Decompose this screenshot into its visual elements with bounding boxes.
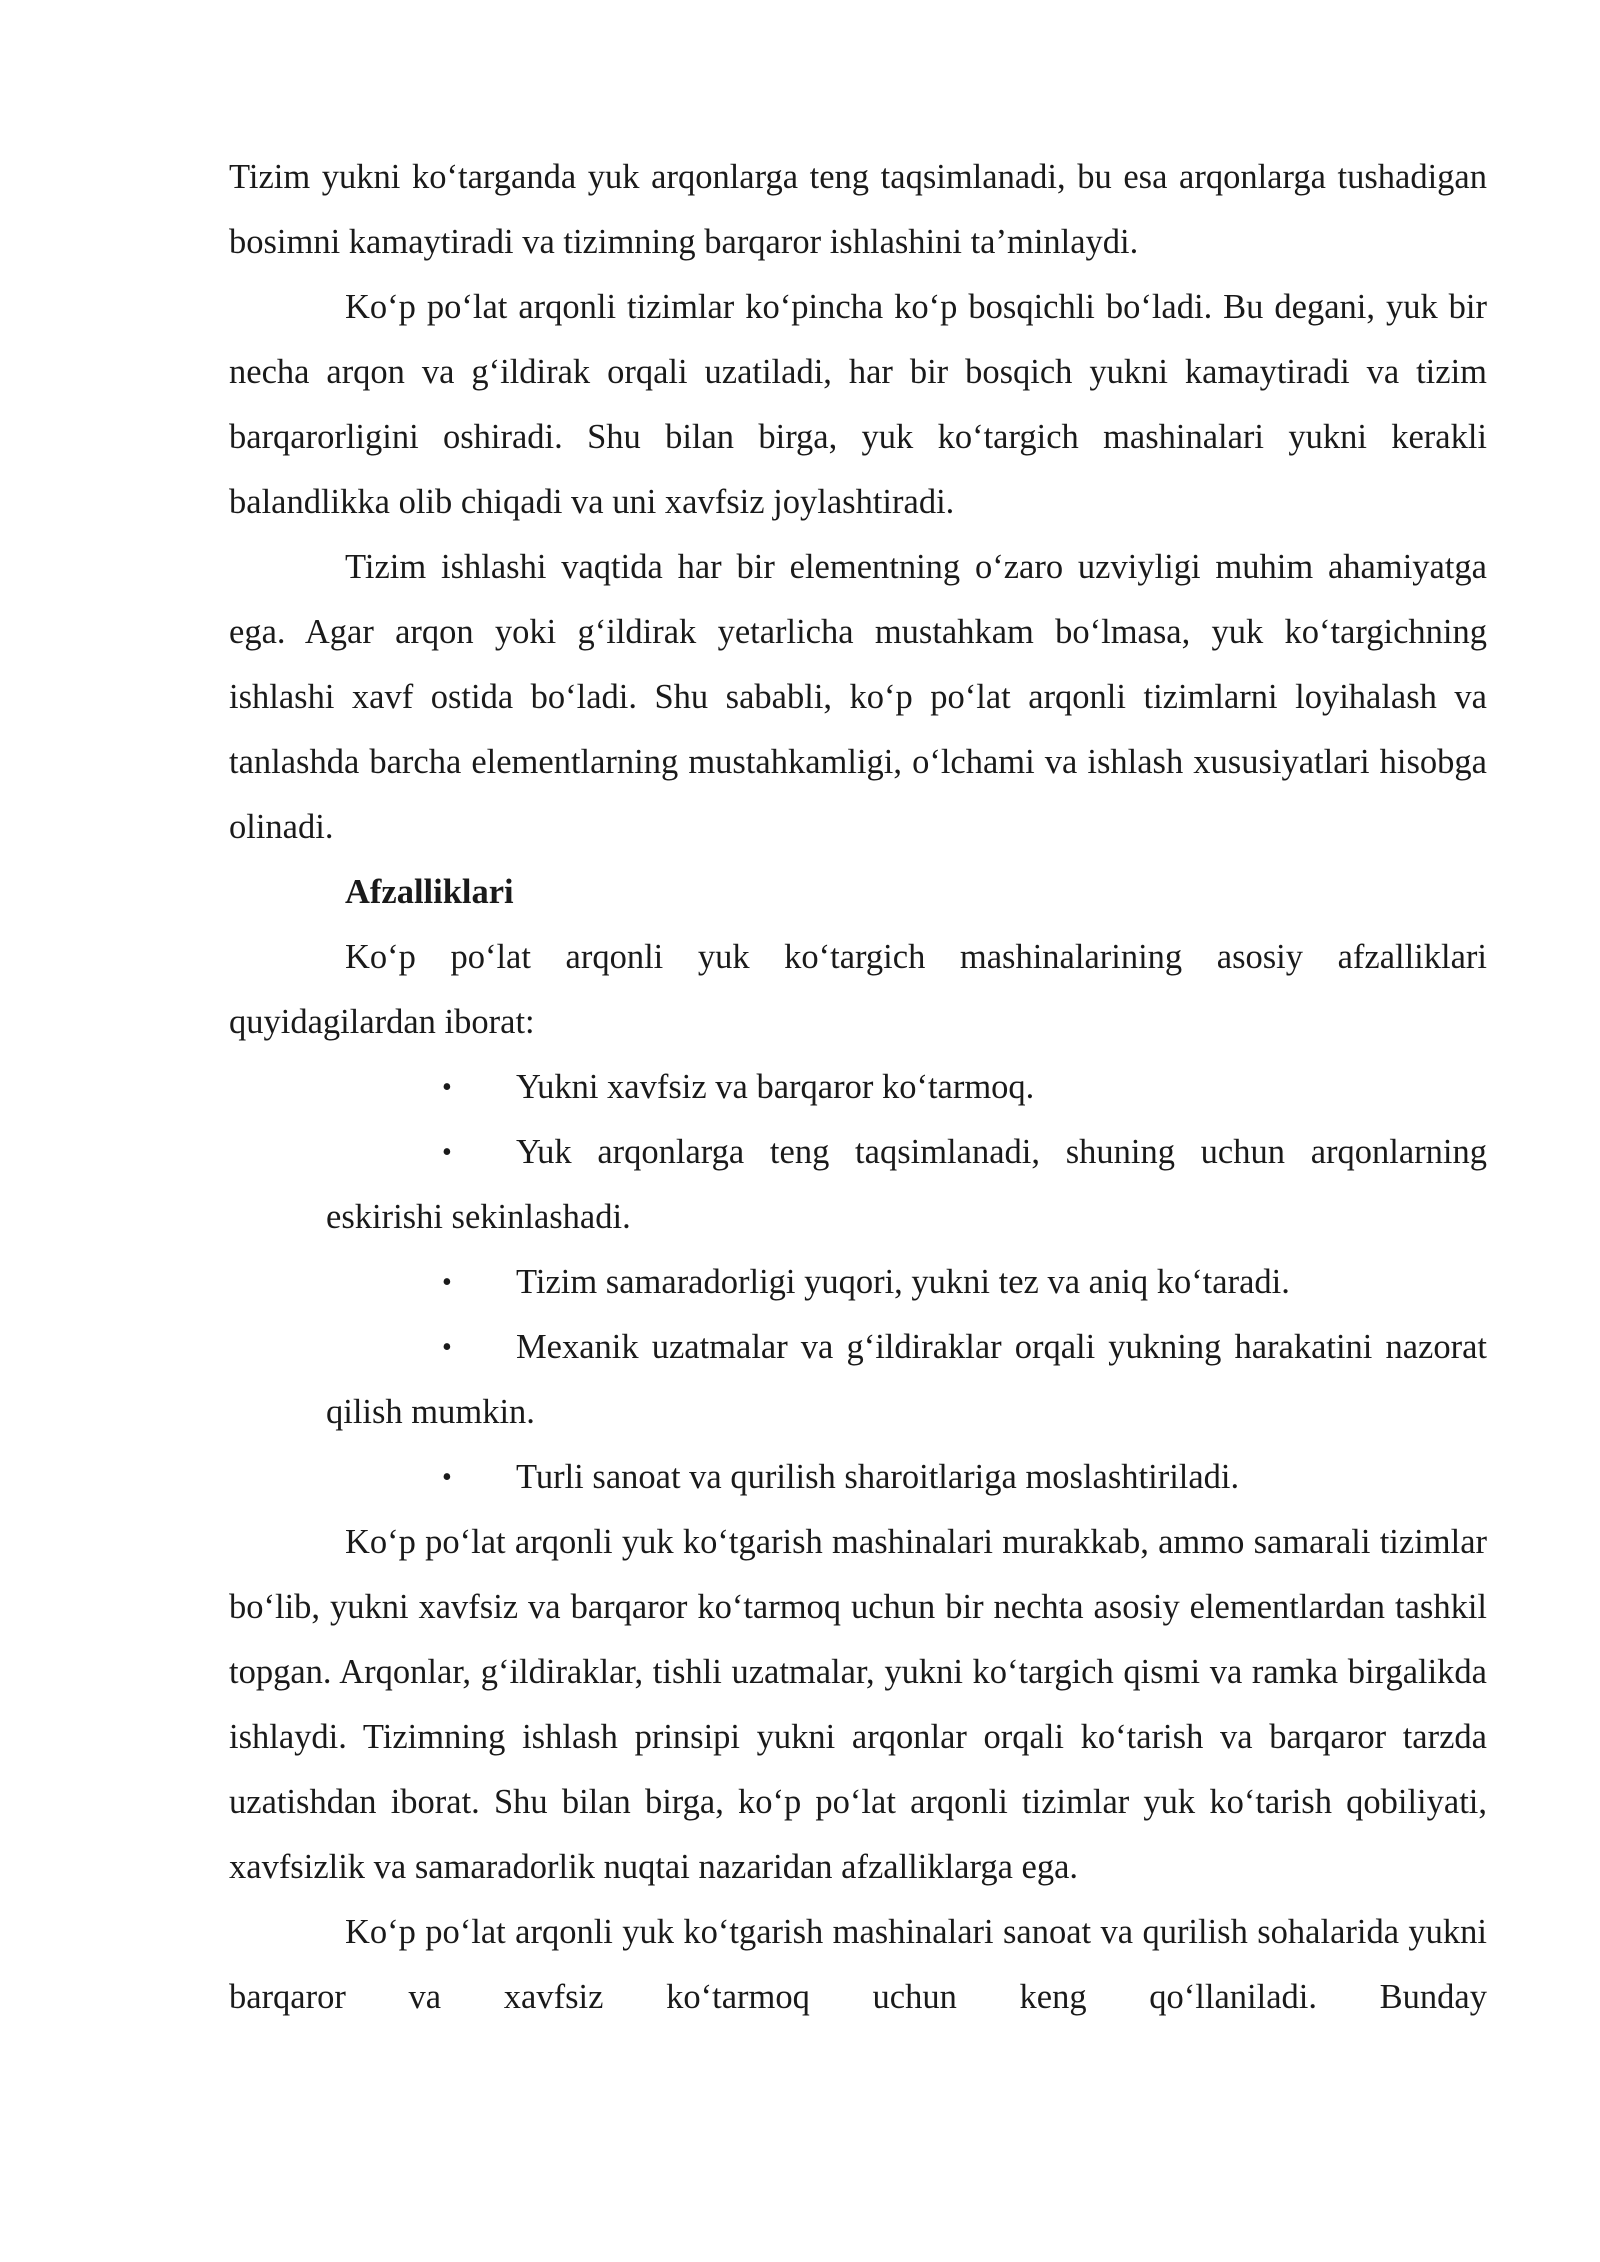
list-item-text: Mexanik uzatmalar va g‘ildiraklar orqali yukning harakatini nazorat qilish mumkin.	[326, 1328, 1487, 1431]
bullet-icon: •	[442, 1332, 452, 1363]
paragraph-load-distribution: Tizim yukni ko‘targanda yuk arqonlarga teng taqsimlanadi, bu esa arqonlarga tushadigan bosimni kamaytiradi va tizimning barqaror ishlashini ta’minlaydi.	[229, 158, 1487, 261]
list-item	[229, 1445, 1487, 1510]
bullet-icon: •	[442, 1072, 452, 1103]
list-item	[229, 1250, 1487, 1315]
paragraph-multistage-systems: Ko‘p po‘lat arqonli tizimlar ko‘pincha ko‘p bosqichli bo‘ladi. Bu degani, yuk bir necha arqon va g‘ildirak orqali uzatiladi, har bir bosqich yukni kamaytiradi va tizim barqarorligini oshiradi. Shu bilan birga, yuk ko‘targich mashinalari yukni kerakli balandlikka olib chiqadi va uni xavfsiz joylashtiradi.	[229, 288, 1487, 521]
list-item-text: Yukni xavfsiz va barqaror ko‘tarmoq.	[516, 1068, 1035, 1106]
document-body	[229, 145, 1487, 2030]
bullet-icon: •	[442, 1267, 452, 1298]
paragraph-applications: Ko‘p po‘lat arqonli yuk ko‘tgarish mashinalari sanoat va qurilish sohalarida yukni barqaror va xavfsiz ko‘tarmoq uchun keng qo‘llaniladi. Bunday	[229, 1913, 1487, 2016]
list-item	[229, 1120, 1487, 1250]
bullet-icon: •	[442, 1137, 452, 1168]
paragraph-summary: Ko‘p po‘lat arqonli yuk ko‘tgarish mashinalari murakkab, ammo samarali tizimlar bo‘lib, yukni xavfsiz va barqaror ko‘tarmoq uchun bir nechta asosiy elementlardan tashkil topgan. Arqonlar, g‘ildiraklar, tishli uzatmalar, yukni ko‘targich qismi va ramka birgalikda ishlaydi. Tizimning ishlash prinsipi yukni arqonlar orqali ko‘tarish va barqaror tarzda uzatishdan iborat. Shu bilan birga, ko‘p po‘lat arqonli tizimlar yuk ko‘tarish qobiliyati, xavfsizlik va samaradorlik nuqtai nazaridan afzalliklarga ega.	[229, 1523, 1487, 1886]
advantages-list	[229, 1055, 1487, 1510]
list-item-text: Turli sanoat va qurilish sharoitlariga moslashtiriladi.	[516, 1458, 1240, 1496]
list-item	[229, 1055, 1487, 1120]
section-heading-advantages: Afzalliklari	[345, 873, 514, 911]
paragraph-advantages-intro: Ko‘p po‘lat arqonli yuk ko‘targich mashinalarining asosiy afzalliklari quyidagilardan iborat:	[229, 938, 1487, 1041]
list-item	[229, 1315, 1487, 1445]
list-item-text: Yuk arqonlarga teng taqsimlanadi, shuning uchun arqonlarning eskirishi sekinlashadi.	[326, 1133, 1487, 1236]
paragraph-element-interaction: Tizim ishlashi vaqtida har bir elementning o‘zaro uzviyligi muhim ahamiyatga ega. Agar arqon yoki g‘ildirak yetarlicha mustahkam bo‘lmasa, yuk ko‘targichning ishlashi xavf ostida bo‘ladi. Shu sababli, ko‘p po‘lat arqonli tizimlarni loyihalash va tanlashda barcha elementlarning mustahkamligi, o‘lchami va ishlash xususiyatlari hisobga olinadi.	[229, 548, 1487, 846]
list-item-text: Tizim samaradorligi yuqori, yukni tez va aniq ko‘taradi.	[516, 1263, 1290, 1301]
bullet-icon: •	[442, 1462, 452, 1493]
